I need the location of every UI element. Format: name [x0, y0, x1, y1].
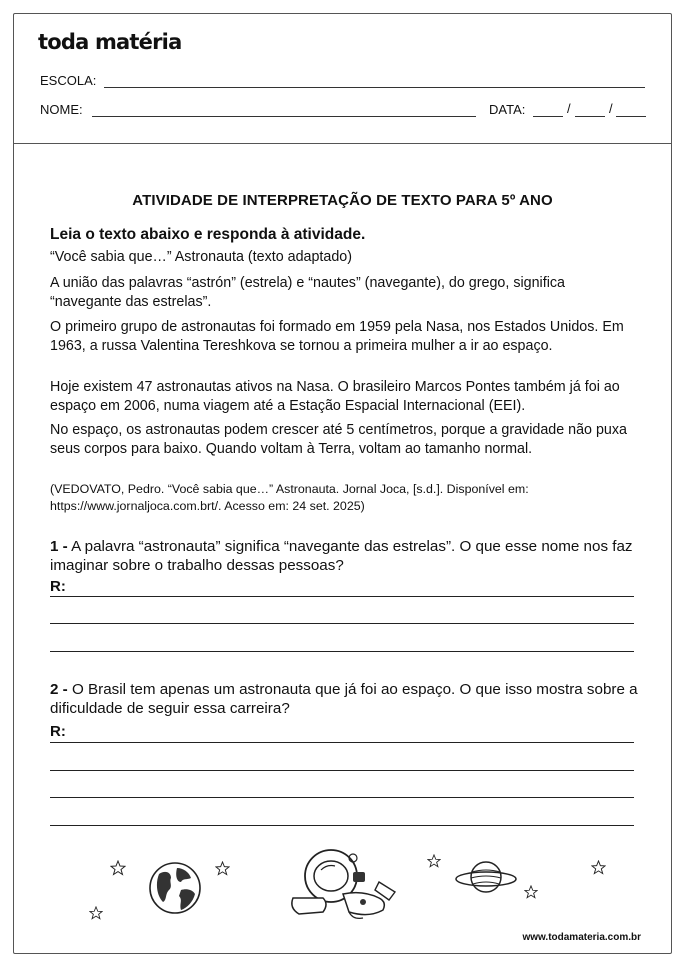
star-icon: [427, 854, 441, 868]
text-heading: “Você sabia que…” Astronauta (texto adaptado): [50, 249, 353, 265]
answer-line[interactable]: [50, 596, 634, 597]
source-citation: (VEDOVATO, Pedro. “Você sabia que…” Astronauta. Jornal Joca, [s.d.]. Disponível em: https://www.jornaljoca.com.brt/. Acesso em: 24 set. 2025): [50, 482, 529, 513]
answer-line[interactable]: [50, 797, 634, 798]
date-separator-2: /: [609, 101, 613, 116]
answer-line[interactable]: [50, 825, 634, 826]
nome-field-line[interactable]: [92, 116, 476, 117]
header-divider: [13, 143, 672, 144]
answer-line[interactable]: [50, 651, 634, 652]
footer-url[interactable]: www.todamateria.com.br: [522, 932, 641, 943]
star-icon: [591, 860, 606, 875]
question-2: [50, 680, 640, 718]
answer-line[interactable]: [50, 770, 634, 771]
astronaut-illustration: [283, 842, 413, 924]
worksheet-title: ATIVIDADE DE INTERPRETAÇÃO DE TEXTO PARA 5º ANO: [132, 192, 553, 209]
answer-label-2: R:: [50, 723, 66, 740]
star-icon: [89, 906, 103, 920]
earth-globe-icon: [147, 860, 203, 916]
question-text: A palavra “astronauta” significa “navegante das estrelas”. O que esse nome nos faz imaginar sobre o trabalho dessas pessoas?: [50, 538, 633, 574]
question-number: 2 -: [50, 681, 68, 698]
answer-line[interactable]: [50, 742, 634, 743]
date-month-line[interactable]: [575, 116, 605, 117]
question-text: O Brasil tem apenas um astronauta que já foi ao espaço. O que isso mostra sobre a dificuldade de seguir essa carreira?: [50, 681, 638, 717]
nome-label: NOME:: [40, 102, 83, 117]
answer-line[interactable]: [50, 623, 634, 624]
paragraph-history: O primeiro grupo de astronautas foi formado em 1959 pela Nasa, nos Estados Unidos. Em 1963, a russa Valentina Tereshkova se tornou a primeira mulher a ir ao espaço.: [50, 319, 624, 354]
answer-label-1: R:: [50, 578, 66, 595]
paragraph-etymology: A união das palavras “astrón” (estrela) e “nautes” (navegante), do grego, significa “navegante das estrelas”.: [50, 275, 565, 310]
instruction-text: Leia o texto abaixo e responda à atividade.: [50, 226, 366, 243]
escola-label: ESCOLA:: [40, 73, 97, 88]
question-number: 1 -: [50, 538, 68, 555]
saturn-planet-icon: [454, 855, 518, 899]
star-icon: [524, 885, 538, 899]
data-label: DATA:: [489, 102, 526, 117]
date-day-line[interactable]: [533, 116, 563, 117]
question-1: [50, 537, 640, 575]
star-icon: [215, 861, 230, 876]
paragraph-nasa: Hoje existem 47 astronautas ativos na Nasa. O brasileiro Marcos Pontes também já foi ao espaço em 2006, numa viagem até a Estação Espacial Internacional (EEI).: [50, 379, 620, 414]
star-icon: [110, 860, 126, 876]
escola-field-line[interactable]: [104, 87, 645, 88]
date-year-line[interactable]: [616, 116, 646, 117]
date-separator-1: /: [567, 101, 571, 116]
site-logo: toda matéria: [38, 30, 182, 54]
paragraph-growth: No espaço, os astronautas podem crescer até 5 centímetros, porque a gravidade não puxa seus corpos para baixo. Quando voltam à Terra, voltam ao tamanho normal.: [50, 422, 627, 457]
